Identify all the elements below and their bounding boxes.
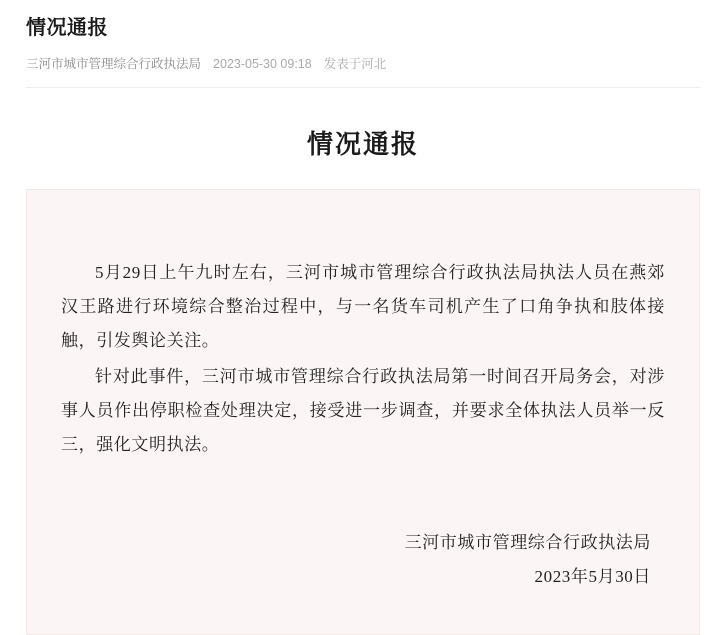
- notice-paragraph-1: 5月29日上午九时左右，三河市城市管理综合行政执法局执法人员在燕郊汉王路进行环境综合整治过程中，与一名货车司机产生了口角争执和肢体接触，引发舆论关注。: [61, 263, 665, 350]
- signature-name: 三河市城市管理综合行政执法局: [404, 533, 651, 552]
- notice-signature: [61, 526, 665, 594]
- article-header: [0, 0, 726, 88]
- meta-source[interactable]: 三河市城市管理综合行政执法局: [26, 57, 202, 71]
- notice-card: [26, 189, 700, 635]
- meta-datetime: 2023-05-30 09:18: [213, 57, 312, 71]
- notice-paragraph-2: 针对此事件，三河市城市管理综合行政执法局第一时间召开局务会，对涉事人员作出停职检查处理决定，接受进一步调查，并要求全体执法人员举一反三，强化文明执法。: [61, 367, 665, 454]
- article-meta: [26, 55, 700, 73]
- document-title: 情况通报: [306, 130, 419, 159]
- meta-location: 发表于河北: [323, 57, 387, 71]
- page-title: 情况通报: [26, 17, 108, 39]
- signature-date: 2023年5月30日: [534, 567, 651, 586]
